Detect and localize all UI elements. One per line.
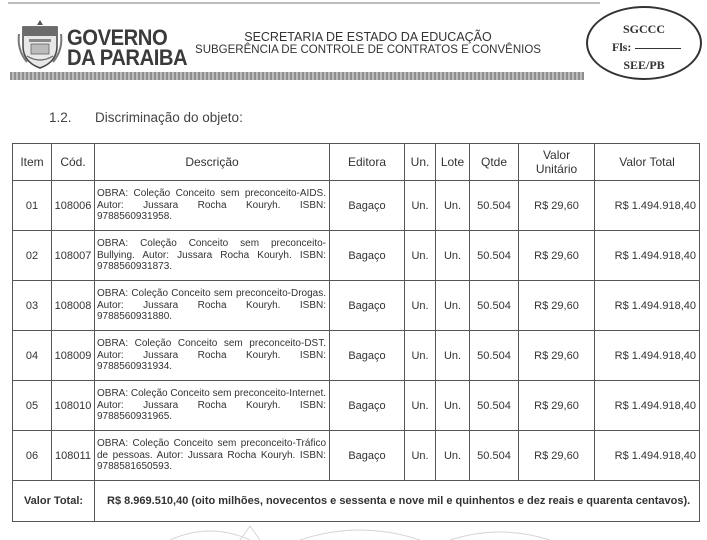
secretariat-name: SECRETARIA DE ESTADO DA EDUCAÇÃO [244, 30, 492, 44]
cell-descricao: OBRA: Coleção Conceito sem preconceito-DST. Autor: Jussara Rocha Kouryh. ISBN: 9788560931934. [95, 331, 330, 381]
cell-valor-total: R$ 1.494.918,40 [595, 231, 700, 281]
cell-cod: 108008 [52, 281, 95, 331]
cell-item: 04 [13, 331, 52, 381]
official-stamp [586, 6, 702, 80]
cell-qtde: 50.504 [470, 231, 519, 281]
items-table [12, 143, 700, 522]
cell-lote: Un. [436, 431, 470, 481]
section-title: Discriminação do objeto: [95, 110, 243, 125]
cell-item: 01 [13, 181, 52, 231]
cell-valor-unitario: R$ 29,60 [519, 231, 595, 281]
cell-valor-unitario: R$ 29,60 [519, 331, 595, 381]
cell-lote: Un. [436, 181, 470, 231]
cell-item: 05 [13, 381, 52, 431]
watermark-emblem [150, 520, 570, 540]
cell-descricao: OBRA: Coleção Conceito sem preconceito-Drogas. Autor: Jussara Rocha Kouryh. ISBN: 9788560931880. [95, 281, 330, 331]
cell-item: 06 [13, 431, 52, 481]
cell-item: 02 [13, 231, 52, 281]
header-item: Item [13, 144, 52, 181]
cell-cod: 108006 [52, 181, 95, 231]
header-valor-unitario-line2: Unitário [535, 162, 578, 176]
cell-valor-total: R$ 1.494.918,40 [595, 381, 700, 431]
government-title-line2: DA PARAIBA [67, 45, 188, 70]
cell-qtde: 50.504 [470, 331, 519, 381]
cell-valor-total: R$ 1.494.918,40 [595, 281, 700, 331]
stamp-fls [612, 40, 681, 55]
stamp-fls-label: Fls: [612, 40, 632, 54]
cell-un: Un. [405, 431, 436, 481]
table-row [13, 281, 700, 331]
header-un: Un. [405, 144, 436, 181]
cell-lote: Un. [436, 381, 470, 431]
paraiba-crest-logo [17, 18, 63, 70]
cell-valor-unitario: R$ 29,60 [519, 281, 595, 331]
cell-editora: Bagaço [330, 431, 405, 481]
cell-lote: Un. [436, 331, 470, 381]
cell-qtde: 50.504 [470, 431, 519, 481]
section-number: 1.2. [49, 110, 72, 125]
header-valor-unitario [519, 144, 595, 181]
header-valor-unitario-line1: Valor [542, 148, 571, 162]
cell-lote: Un. [436, 231, 470, 281]
table-row [13, 331, 700, 381]
cell-editora: Bagaço [330, 381, 405, 431]
section-heading [49, 110, 243, 125]
header-descricao: Descrição [95, 144, 330, 181]
cell-un: Un. [405, 181, 436, 231]
table-row [13, 431, 700, 481]
header-qtde: Qtde [470, 144, 519, 181]
document-header [0, 0, 707, 82]
cell-qtde: 50.504 [470, 281, 519, 331]
cell-un: Un. [405, 381, 436, 431]
table-footer-row [13, 481, 700, 522]
header-lote: Lote [436, 144, 470, 181]
cell-cod: 108009 [52, 331, 95, 381]
cell-valor-unitario: R$ 29,60 [519, 431, 595, 481]
cell-qtde: 50.504 [470, 381, 519, 431]
cell-cod: 108010 [52, 381, 95, 431]
cell-valor-total: R$ 1.494.918,40 [595, 431, 700, 481]
cell-editora: Bagaço [330, 281, 405, 331]
footer-total-value: R$ 8.969.510,40 (oito milhões, novecentos e sessenta e nove mil e quinhentos e dez reais e quarenta centavos). [95, 481, 700, 522]
cell-descricao: OBRA: Coleção Conceito sem preconceito-Tráfico de pessoas. Autor: Jussara Rocha Kouryh. ISBN: 9788581650593. [95, 431, 330, 481]
top-rule [8, 2, 600, 4]
cell-qtde: 50.504 [470, 181, 519, 231]
header-valor-total: Valor Total [595, 144, 700, 181]
government-title [67, 25, 188, 70]
cell-editora: Bagaço [330, 331, 405, 381]
header-editora: Editora [330, 144, 405, 181]
cell-valor-total: R$ 1.494.918,40 [595, 331, 700, 381]
cell-lote: Un. [436, 281, 470, 331]
cell-descricao: OBRA: Coleção Conceito sem preconceito-AIDS. Autor: Jussara Rocha Kouryh. ISBN: 9788560931958. [95, 181, 330, 231]
cell-un: Un. [405, 231, 436, 281]
cell-un: Un. [405, 281, 436, 331]
footer-total-label: Valor Total: [13, 481, 95, 522]
cell-item: 03 [13, 281, 52, 331]
cell-valor-total: R$ 1.494.918,40 [595, 181, 700, 231]
cell-editora: Bagaço [330, 181, 405, 231]
cell-valor-unitario: R$ 29,60 [519, 181, 595, 231]
subdivision-name: SUBGERÊNCIA DE CONTROLE DE CONTRATOS E CONVÊNIOS [195, 44, 541, 56]
cell-editora: Bagaço [330, 231, 405, 281]
cell-descricao: OBRA: Coleção Conceito sem preconceito-Bullying. Autor: Jussara Rocha Kouryh. ISBN: 9788560931873. [95, 231, 330, 281]
table-row [13, 231, 700, 281]
stamp-line3: SEE/PB [623, 58, 665, 72]
table-row [13, 181, 700, 231]
stamp-line1: SGCCC [622, 22, 665, 36]
table-header-row [13, 144, 700, 181]
cell-cod: 108011 [52, 431, 95, 481]
government-title-line1: GOVERNO [67, 25, 168, 50]
stamp-fls-blank [635, 48, 681, 49]
header-cod: Cód. [52, 144, 95, 181]
cell-cod: 108007 [52, 231, 95, 281]
table-row [13, 381, 700, 431]
cell-valor-unitario: R$ 29,60 [519, 381, 595, 431]
cell-descricao: OBRA: Coleção Conceito sem preconceito-Internet. Autor: Jussara Rocha Kouryh. ISBN: 9788560931965. [95, 381, 330, 431]
header-decorative-bar [10, 72, 584, 80]
cell-un: Un. [405, 331, 436, 381]
